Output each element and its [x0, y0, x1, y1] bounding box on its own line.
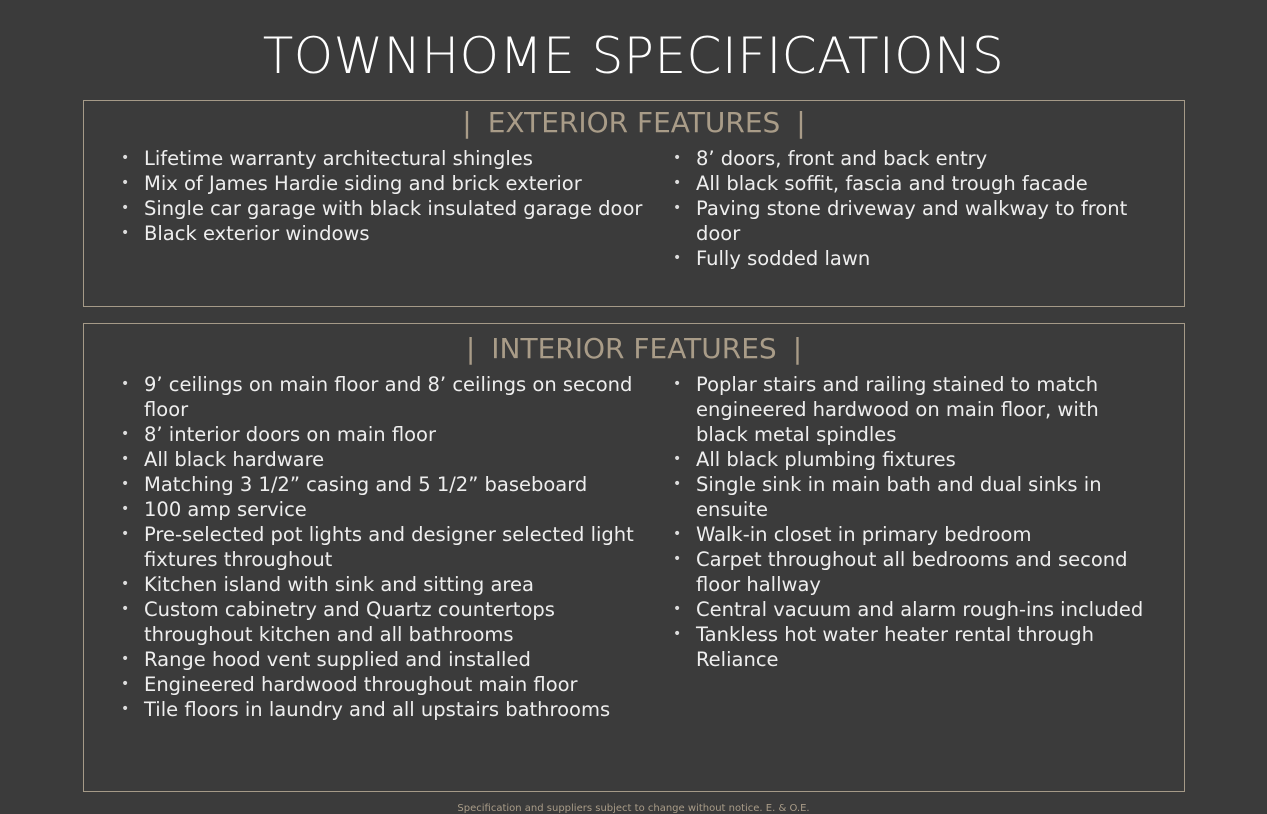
list-item: • Kitchen island with sink and sitting area: [114, 572, 666, 597]
list-item: • All black hardware: [114, 447, 666, 472]
exterior-features-section: [83, 100, 1185, 307]
list-item: • 8’ interior doors on main floor: [114, 422, 666, 447]
exterior-list-right: [666, 146, 1146, 271]
list-item: • 8’ doors, front and back entry: [666, 146, 1146, 171]
interior-features-section: [83, 323, 1185, 792]
exterior-list-left: [114, 146, 666, 271]
interior-columns: [84, 372, 1184, 722]
list-item: • Engineered hardwood throughout main floor: [114, 672, 666, 697]
list-item: • Black exterior windows: [114, 221, 644, 246]
list-item: • Tankless hot water heater rental through Reliance: [666, 622, 1146, 672]
list-item: • Fully sodded lawn: [666, 246, 1146, 271]
list-item: • 100 amp service: [114, 497, 666, 522]
list-item: • Central vacuum and alarm rough-ins included: [666, 597, 1146, 622]
list-item: • Custom cabinetry and Quartz countertops throughout kitchen and all bathrooms: [114, 597, 666, 647]
exterior-columns: [84, 146, 1184, 271]
list-item: • Tile floors in laundry and all upstairs bathrooms: [114, 697, 666, 722]
interior-features-heading: [84, 332, 1184, 366]
list-item: • Walk-in closet in primary bedroom: [666, 522, 1146, 547]
exterior-heading-text: EXTERIOR FEATURES: [487, 106, 781, 139]
list-item: • Single sink in main bath and dual sinks in ensuite: [666, 472, 1146, 522]
list-item: • All black soffit, fascia and trough facade: [666, 171, 1146, 196]
list-item: • Matching 3 1/2” casing and 5 1/2” baseboard: [114, 472, 666, 497]
list-item: • Poplar stairs and railing stained to match engineered hardwood on main floor, with black metal spindles: [666, 372, 1146, 447]
list-item: • Pre-selected pot lights and designer selected light fixtures throughout: [114, 522, 666, 572]
interior-heading-text: INTERIOR FEATURES: [491, 332, 777, 365]
list-item: • All black plumbing fixtures: [666, 447, 1146, 472]
list-item: • Carpet throughout all bedrooms and second floor hallway: [666, 547, 1146, 597]
page-title: TOWNHOME SPECIFICATIONS: [262, 27, 1005, 85]
heading-divider: |: [792, 332, 803, 365]
list-item: • 9’ ceilings on main floor and 8’ ceilings on second floor: [114, 372, 666, 422]
list-item: • Range hood vent supplied and installed: [114, 647, 666, 672]
list-item: • Paving stone driveway and walkway to front door: [666, 196, 1146, 246]
heading-divider: |: [465, 332, 476, 365]
list-item: • Mix of James Hardie siding and brick exterior: [114, 171, 644, 196]
disclaimer-footnote: Specification and suppliers subject to change without notice. E. & O.E.: [457, 803, 810, 814]
interior-list-right: [666, 372, 1146, 722]
list-item: • Lifetime warranty architectural shingles: [114, 146, 644, 171]
heading-divider: |: [796, 106, 806, 139]
interior-list-left: [114, 372, 666, 722]
list-item: • Single car garage with black insulated garage door: [114, 196, 644, 221]
heading-divider: |: [462, 106, 472, 139]
exterior-features-heading: [84, 106, 1184, 140]
